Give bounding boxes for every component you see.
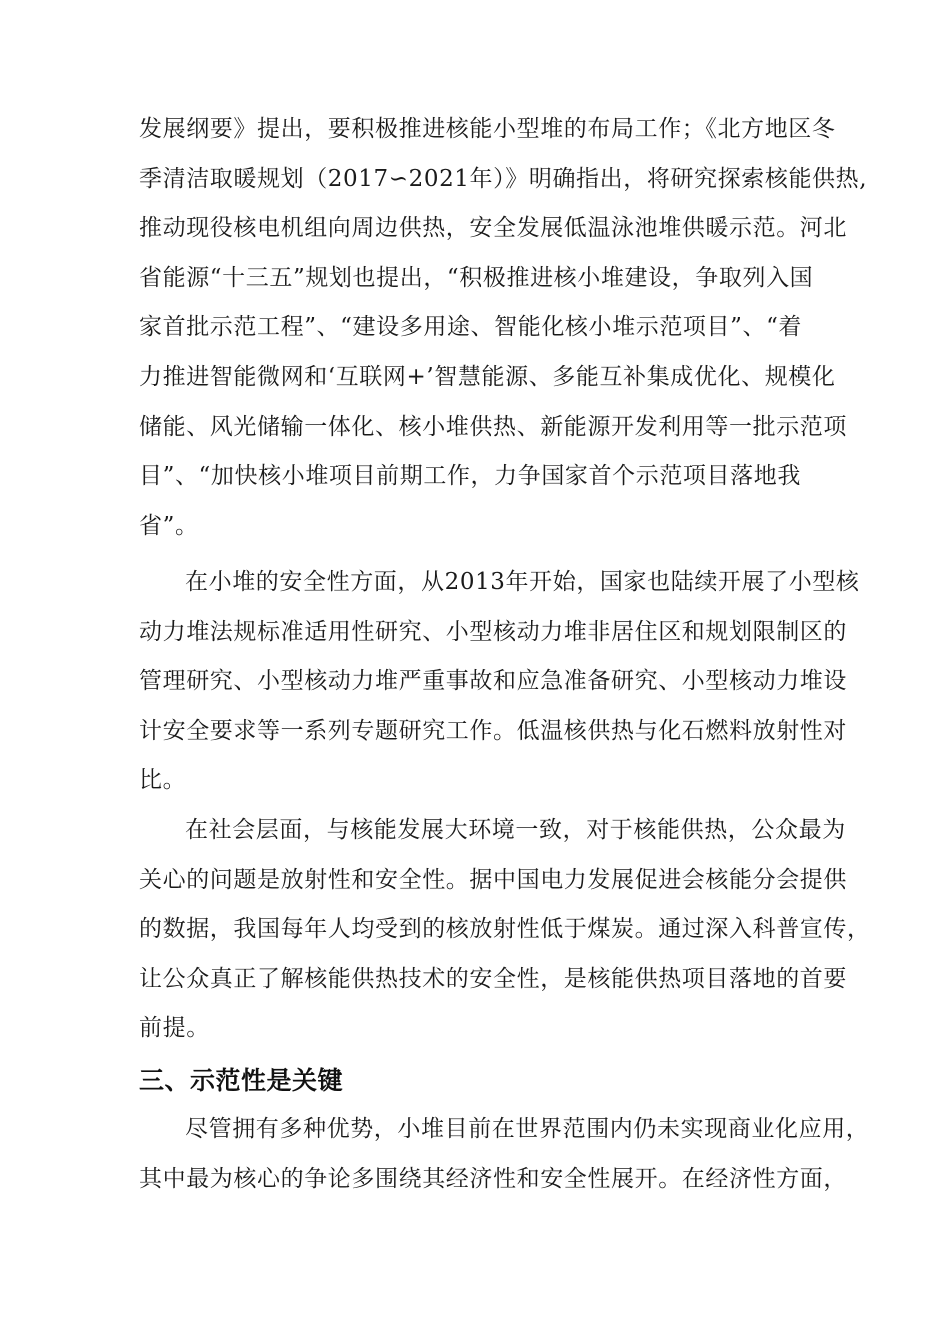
text-line: 推动现役核电机组向周边供热，安全发展低温泳池堆供暖示范。河北 [139, 215, 847, 242]
text-line: 计安全要求等一系列专题研究工作。低温核供热与化石燃料放射性对 [139, 717, 847, 744]
text-line: 家首批示范工程”、“建设多用途、智能化核小堆示范项目”、“着 [139, 314, 803, 341]
text-line: 在社会层面，与核能发展大环境一致，对于核能供热，公众最为 [185, 817, 846, 843]
text-line: 储能、风光储输一体化、核小堆供热、新能源开发利用等一批示范项 [139, 413, 847, 440]
text-line: 尽管拥有多种优势，小堆目前在世界范围内仍未实现商业化应用， [185, 1116, 870, 1142]
paragraph-safety [139, 558, 860, 806]
text-line: 其中最为核心的争论多围绕其经济性和安全性展开。在经济性方面， [139, 1165, 847, 1192]
text-line: 力推进智能微网和‘互联网+’智慧能源、多能互补集成优化、规模化 [139, 363, 836, 390]
text-line: 前提。 [139, 1015, 210, 1042]
paragraph-policy [139, 105, 868, 551]
text-line: 比。 [139, 767, 187, 794]
text-line: 目”、“加快核小堆项目前期工作，力争国家首个示范项目落地我 [139, 463, 801, 490]
text-line: 管理研究、小型核动力堆严重事故和应急准备研究、小型核动力堆设 [139, 668, 847, 695]
text-line: 关心的问题是放射性和安全性。据中国电力发展促进会核能分会提供 [139, 866, 847, 893]
section-heading: 三、示范性是关键 [139, 1066, 344, 1095]
text-line: 发展纲要》提出，要积极推进核能小型堆的布局工作；《北方地区冬 [139, 116, 836, 142]
text-line: 省能源“十三五”规划也提出，“积极推进核小堆建设，争取列入国 [139, 264, 814, 291]
text-line: 省”。 [139, 512, 199, 539]
text-line: 动力堆法规标准适用性研究、小型核动力堆非居住区和规划限制区的 [139, 618, 847, 645]
paragraph-demonstration [139, 1105, 870, 1204]
paragraph-social [139, 806, 871, 1054]
text-line: 让公众真正了解核能供热技术的安全性，是核能供热项目落地的首要 [139, 965, 847, 992]
text-line: 在小堆的安全性方面，从2013年开始，国家也陆续开展了小型核 [185, 569, 860, 595]
text-line: 的数据，我国每年人均受到的核放射性低于煤炭。通过深入科普宣传， [139, 916, 871, 943]
text-line: 季清洁取暖规划（2017∽2021年）》明确指出，将研究探索核能供热, [139, 165, 868, 192]
